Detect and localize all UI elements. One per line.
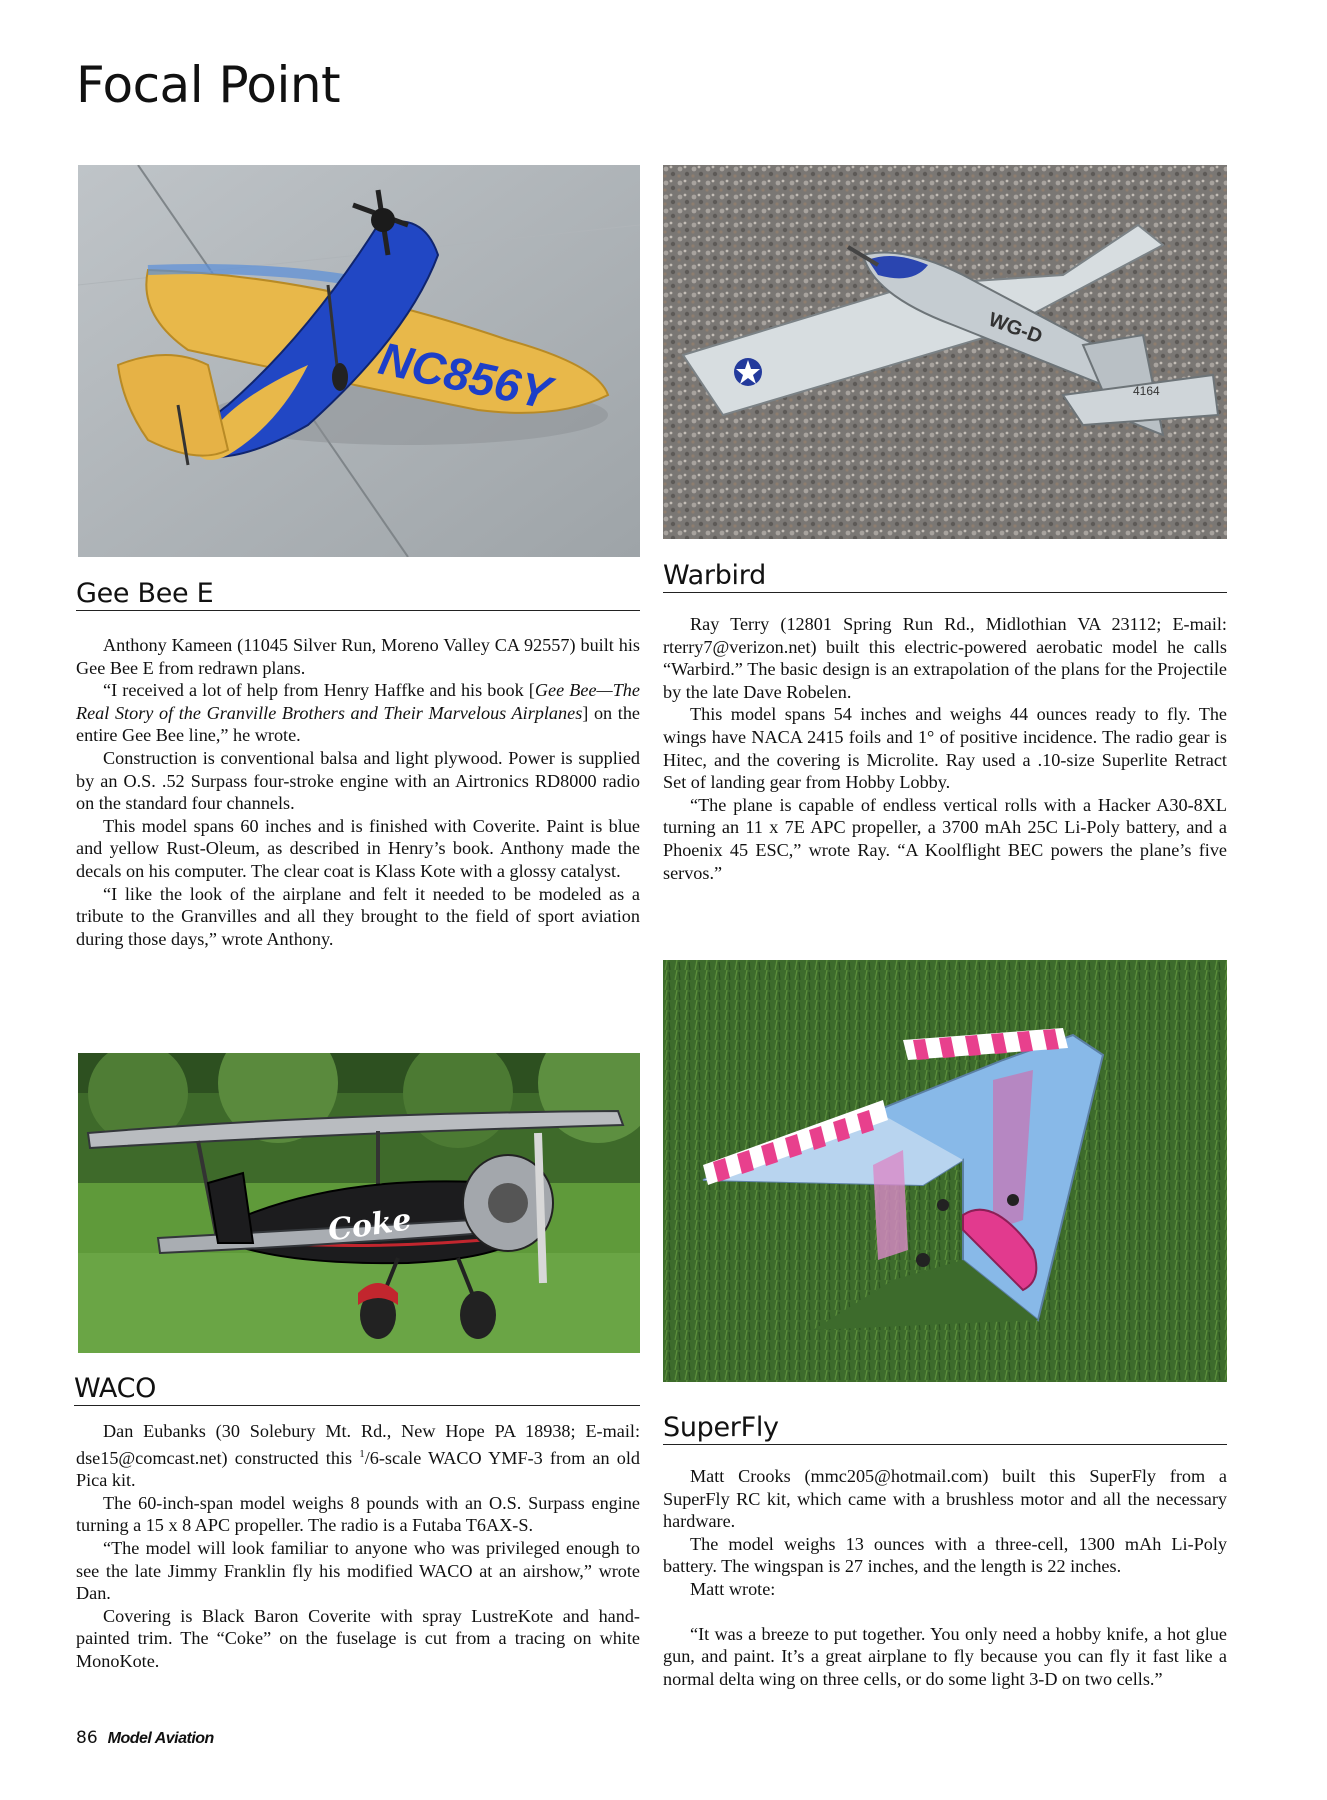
superfly-photo [663, 960, 1227, 1382]
waco-photo [78, 1053, 640, 1353]
warbird-photo [663, 165, 1227, 539]
waco-article [76, 1420, 640, 1673]
gee-bee-photo [78, 165, 640, 557]
waco-paragraph: “The model will look familiar to anyone who was privileged enough to see the late Jimmy Franklin fly his modified WACO at an airshow,” wrote Dan. [76, 1538, 640, 1604]
page-title: Focal Point [76, 56, 341, 114]
waco-paragraph: Dan Eubanks (30 Solebury Mt. Rd., New Hope PA 18938; E-mail: dse15@comcast.net) constructed this $^1$/6-scale WACO YMF-3 from an old Pica kit. [76, 1421, 640, 1491]
warbird-paragraph: Ray Terry (12801 Spring Run Rd., Midlothian VA 23112; E-mail: rterry7@verizon.net) built this electric-powered aerobatic model he calls “Warbird.” The basic design is an extrapolation of the plans for the Projectile by the late Dave Robelen. [663, 614, 1227, 702]
gee-bee-paragraph: “I received a lot of help from Henry Haffke and his book [Gee Bee—The Real Story of the Granville Brothers and Their Marvelous Airplanes] on the entire Gee Bee line,” he wrote. [76, 680, 640, 746]
warbird-paragraph: This model spans 54 inches and weighs 44 ounces ready to fly. The wings have NACA 2415 foils and 1° of positive incidence. The radio gear is Hitec, and the covering is Microlite. Ray used a .10-size Superlite Retract Set of landing gear from Hobby Lobby. [663, 704, 1227, 793]
waco-paragraph: The 60-inch-span model weighs 8 pounds with an O.S. Surpass engine turning a 15 x 8 APC propeller. The radio is a Futaba T6AX-S. [76, 1492, 640, 1536]
tail-number: 4164 [1133, 384, 1160, 398]
warbird-heading: Warbird [663, 560, 1227, 593]
superfly-article [663, 1465, 1227, 1690]
gee-bee-paragraph: Construction is conventional balsa and light plywood. Power is supplied by an O.S. .52 Surpass four-stroke engine with an Airtronics RD8000 radio on the standard four channels. [76, 747, 640, 814]
book-title: Gee Bee—The Real Story of the Granville Brothers and Their Marvelous Airplanes [76, 680, 640, 723]
page-number: 86 [76, 1728, 98, 1748]
superfly-quote: “It was a breeze to put together. You only need a hobby knife, a hot glue gun, and paint. It’s a great airplane to fly because you can fly it fast like a normal delta wing on three cells, or do some light 3-D on two cells.” [663, 1623, 1227, 1689]
registration-decal: NC856Y [374, 331, 556, 419]
fuselage-code: WG-D [985, 308, 1046, 349]
page-footer [76, 1728, 214, 1748]
warbird-article [663, 613, 1227, 884]
warbird-paragraph: “The plane is capable of endless vertical rolls with a Hacker A30-8XL turning an 11 x 7E APC propeller, a 3700 mAh 25C Li-Poly battery, and a Phoenix 45 ESC,” wrote Ray. “A Koolflight BEC powers the plane’s five servos.” [663, 794, 1227, 883]
scale-fraction: $^1$/6 [359, 1447, 379, 1468]
waco-paragraph: Covering is Black Baron Coverite with spray LustreKote and hand-painted trim. The “Coke” on the fuselage is cut from a tracing on white MonoKote. [76, 1605, 640, 1671]
gee-bee-paragraph: This model spans 60 inches and is finished with Coverite. Paint is blue and yellow Rust-Oleum, as described in Henry’s book. Anthony made the decals on his computer. The clear coat is Klass Kote with a glossy catalyst. [76, 815, 640, 881]
coke-decal: Coke [325, 1202, 414, 1249]
gee-bee-paragraph: Anthony Kameen (11045 Silver Run, Moreno Valley CA 92557) built his Gee Bee E from redrawn plans. [76, 635, 640, 678]
superfly-heading: SuperFly [663, 1412, 1227, 1445]
gee-bee-paragraph: “I like the look of the airplane and felt it needed to be modeled as a tribute to the Granvilles and all they brought to the field of sport aviation during those days,” wrote Anthony. [76, 883, 640, 949]
waco-heading: WACO [74, 1373, 640, 1406]
superfly-paragraph: Matt wrote: [690, 1578, 776, 1599]
superfly-paragraph: The model weighs 13 ounces with a three-cell, 1300 mAh Li-Poly battery. The wingspan is 27 inches, and the length is 22 inches. [663, 1533, 1227, 1577]
superfly-paragraph: Matt Crooks (mmc205@hotmail.com) built this SuperFly from a SuperFly RC kit, which came with a brushless motor and all the necessary hardware. [663, 1466, 1227, 1532]
magazine-name: Model Aviation [107, 1730, 214, 1747]
gee-bee-article [76, 634, 640, 950]
gee-bee-heading: Gee Bee E [76, 578, 640, 611]
